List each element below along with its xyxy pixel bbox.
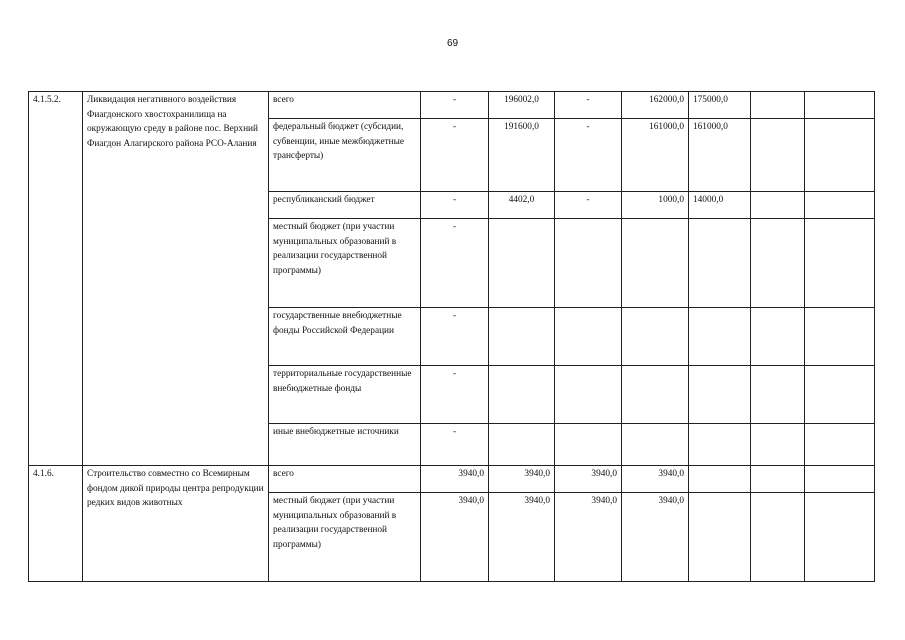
value-cell: -	[555, 92, 622, 119]
value-cell	[689, 466, 751, 493]
value-cell: -	[421, 219, 489, 308]
value-cell: -	[421, 424, 489, 466]
value-cell: 14000,0	[689, 192, 751, 219]
value-cell	[489, 424, 555, 466]
value-cell	[751, 219, 805, 308]
value-cell: 3940,0	[489, 466, 555, 493]
value-cell: 1000,0	[622, 192, 689, 219]
value-cell	[489, 366, 555, 424]
value-cell	[805, 493, 875, 582]
source-label: территориальные государственные внебюджетные фонды	[269, 366, 421, 424]
value-cell	[622, 219, 689, 308]
value-cell	[689, 366, 751, 424]
value-cell	[622, 308, 689, 366]
value-cell: -	[421, 92, 489, 119]
value-cell: 161000,0	[622, 119, 689, 192]
value-cell	[751, 192, 805, 219]
value-cell	[751, 92, 805, 119]
value-cell	[805, 424, 875, 466]
row-title: Строительство совместно со Всемирным фондом дикой природы центра репродукции редких видов животных	[83, 466, 269, 582]
value-cell	[489, 308, 555, 366]
value-cell: 191600,0	[489, 119, 555, 192]
value-cell	[805, 466, 875, 493]
value-cell: 3940,0	[622, 493, 689, 582]
value-cell: 161000,0	[689, 119, 751, 192]
table-row	[29, 92, 875, 119]
value-cell	[689, 219, 751, 308]
value-cell	[689, 493, 751, 582]
value-cell	[805, 119, 875, 192]
value-cell: 3940,0	[489, 493, 555, 582]
source-label: республиканский бюджет	[269, 192, 421, 219]
value-cell	[805, 219, 875, 308]
value-cell	[751, 466, 805, 493]
value-cell	[751, 493, 805, 582]
value-cell: 3940,0	[555, 493, 622, 582]
value-cell	[622, 424, 689, 466]
value-cell: -	[421, 308, 489, 366]
source-label: иные внебюджетные источники	[269, 424, 421, 466]
table-row	[29, 466, 875, 493]
value-cell: -	[555, 119, 622, 192]
row-code: 4.1.5.2.	[29, 92, 83, 466]
value-cell: 175000,0	[689, 92, 751, 119]
source-label: государственные внебюджетные фонды Российской Федерации	[269, 308, 421, 366]
value-cell	[805, 366, 875, 424]
source-label: федеральный бюджет (субсидии, субвенции, иные межбюджетные трансферты)	[269, 119, 421, 192]
value-cell	[689, 424, 751, 466]
value-cell	[555, 219, 622, 308]
value-cell: 3940,0	[555, 466, 622, 493]
source-label: всего	[269, 466, 421, 493]
value-cell	[555, 366, 622, 424]
value-cell	[751, 366, 805, 424]
value-cell: -	[555, 192, 622, 219]
page-number: 69	[446, 38, 459, 49]
value-cell: -	[421, 192, 489, 219]
value-cell	[489, 219, 555, 308]
value-cell: 3940,0	[421, 466, 489, 493]
value-cell	[805, 92, 875, 119]
source-label: местный бюджет (при участии муниципальных образований в реализации государственной программы)	[269, 219, 421, 308]
value-cell	[555, 424, 622, 466]
value-cell: 3940,0	[622, 466, 689, 493]
value-cell: -	[421, 119, 489, 192]
value-cell: -	[421, 366, 489, 424]
source-label: всего	[269, 92, 421, 119]
row-title: Ликвидация негативного воздействия Фиагдонского хвостохранилища на окружающую среду в районе пос. Верхний Фиагдон Алагирского района РСО-Алания	[83, 92, 269, 466]
value-cell	[751, 308, 805, 366]
value-cell: 3940,0	[421, 493, 489, 582]
value-cell	[805, 308, 875, 366]
value-cell	[622, 366, 689, 424]
value-cell: 162000,0	[622, 92, 689, 119]
value-cell	[555, 308, 622, 366]
value-cell: 4402,0	[489, 192, 555, 219]
row-code: 4.1.6.	[29, 466, 83, 582]
value-cell: 196002,0	[489, 92, 555, 119]
value-cell	[751, 424, 805, 466]
value-cell	[689, 308, 751, 366]
value-cell	[751, 119, 805, 192]
value-cell	[805, 192, 875, 219]
source-label: местный бюджет (при участии муниципальных образований в реализации государственной программы)	[269, 493, 421, 582]
budget-table	[28, 91, 875, 582]
